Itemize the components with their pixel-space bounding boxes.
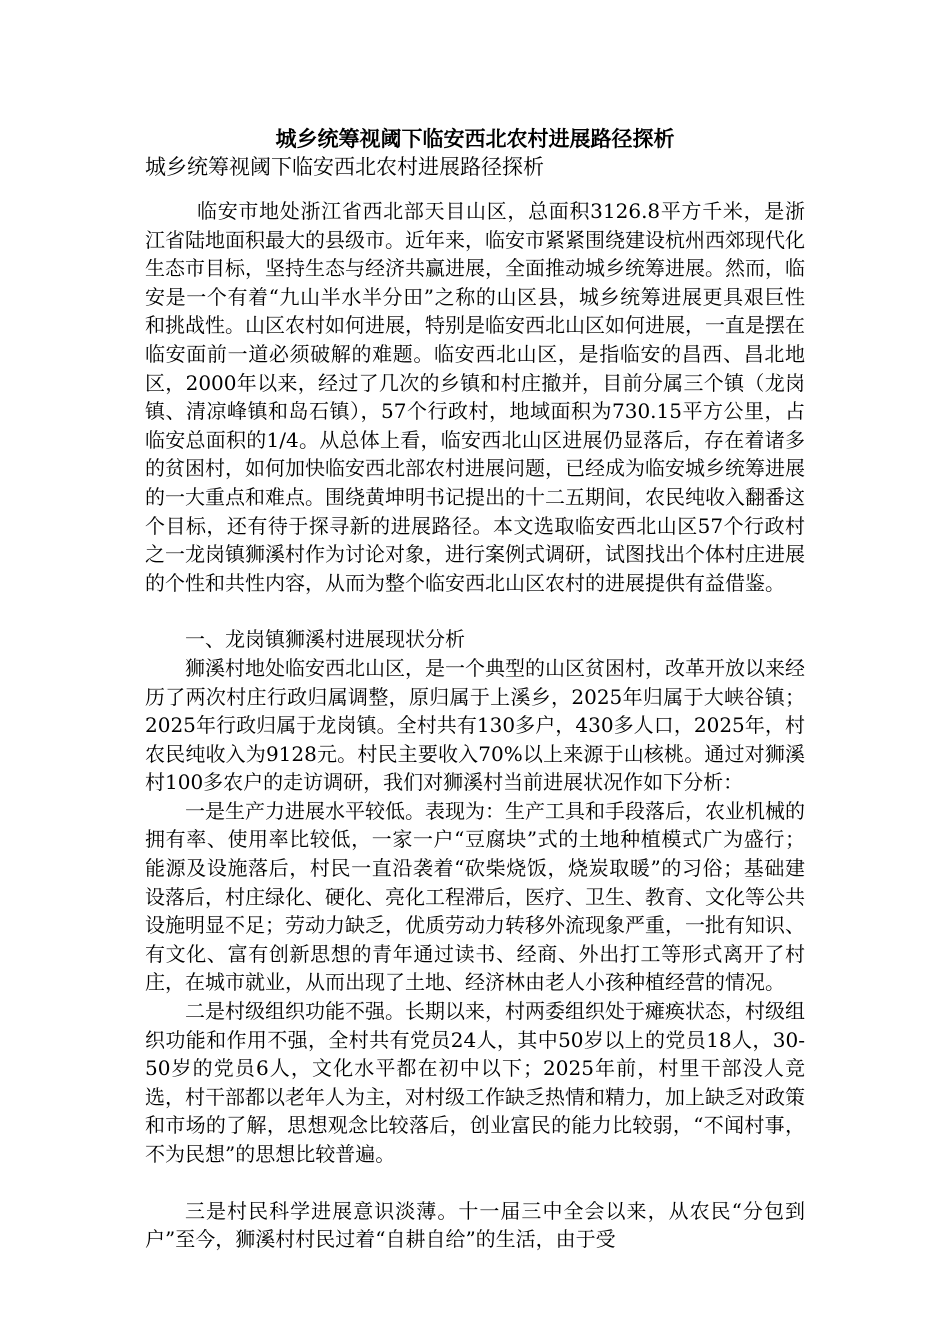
body-paragraph: 三是村民科学进展意识淡薄。十一届三中全会以来，从农民“分包到户”至今，狮溪村村民过着“自耕自给”的生活，由于受 xyxy=(145,1198,805,1252)
body-paragraph: 狮溪村地处临安西北山区，是一个典型的山区贫困村，改革开放以来经历了两次村庄行政归属调整，原归属于上溪乡，2025年归属于大峡谷镇；2025年行政归属于龙岗镇。全村共有130多户，430多人口，2025年，村农民纯收入为9128元。村民主要收入70%以上来源于山核桃。通过对狮溪村100多农户的走访调研，我们对狮溪村当前进展状况作如下分析： xyxy=(145,655,805,795)
section-heading: 一、龙岗镇狮溪村进展现状分析 xyxy=(185,627,465,652)
document-body xyxy=(145,197,805,1254)
paragraph-gap xyxy=(145,597,805,625)
intro-paragraph: 临安市地处浙江省西北部天目山区，总面积3126.8平方千米，是浙江省陆地面积最大的县级市。近年来，临安市紧紧围绕建设杭州西郊现代化生态市目标，坚持生态与经济共赢进展，全面推动城乡统筹进展。然而，临安是一个有着“九山半水半分田”之称的山区县，城乡统筹进展更具艰巨性和挑战性。山区农村如何进展，特别是临安西北山区如何进展，一直是摆在临安面前一道必须破解的难题。临安西北山区，是指临安的昌西、昌北地区，2000年以来，经过了几次的乡镇和村庄撤并，目前分属三个镇（龙岗镇、清凉峰镇和岛石镇），57个行政村，地域面积为730.15平方公里，占临安总面积的1/4。从总体上看，临安西北山区进展仍显落后，存在着诸多的贫困村，如何加快临安西北部农村进展问题，已经成为临安城乡统筹进展的一大重点和难点。围绕黄坤明书记提出的十二五期间，农民纯收入翻番这个目标，还有待于探寻新的进展路径。本文选取临安西北山区57个行政村之一龙岗镇狮溪村作为讨论对象，进行案例式调研，试图找出个体村庄进展的个性和共性内容，从而为整个临安西北山区农村的进展提供有益借鉴。 xyxy=(145,199,805,595)
body-paragraph: 一是生产力进展水平较低。表现为：生产工具和手段落后，农业机械的拥有率、使用率比较低，一家一户“豆腐块”式的土地种植模式广为盛行；能源及设施落后，村民一直沿袭着“砍柴烧饭，烧炭取暖”的习俗；基础建设落后，村庄绿化、硬化、亮化工程滞后，医疗、卫生、教育、文化等公共设施明显不足；劳动力缺乏，优质劳动力转移外流现象严重，一批有知识、有文化、富有创新思想的青年通过读书、经商、外出打工等形式离开了村庄，在城市就业，从而出现了土地、经济林由老人小孩种植经营的情况。 xyxy=(145,798,805,995)
body-paragraph: 二是村级组织功能不强。长期以来，村两委组织处于瘫痪状态，村级组织功能和作用不强，全村共有党员24人，其中50岁以上的党员18人，30-50岁的党员6人，文化水平都在初中以下；2025年前，村里干部没人竞选，村干部都以老年人为主，对村级工作缺乏热情和精力，加上缺乏对政策和市场的了解，思想观念比较落后，创业富民的能力比较弱，“不闻村事，不为民想”的思想比较普遍。 xyxy=(145,999,805,1166)
document-subtitle: 城乡统筹视阈下临安西北农村进展路径探析 xyxy=(145,155,544,179)
paragraph-gap xyxy=(145,1169,805,1197)
document-title: 城乡统筹视阈下临安西北农村进展路径探析 xyxy=(275,127,675,151)
